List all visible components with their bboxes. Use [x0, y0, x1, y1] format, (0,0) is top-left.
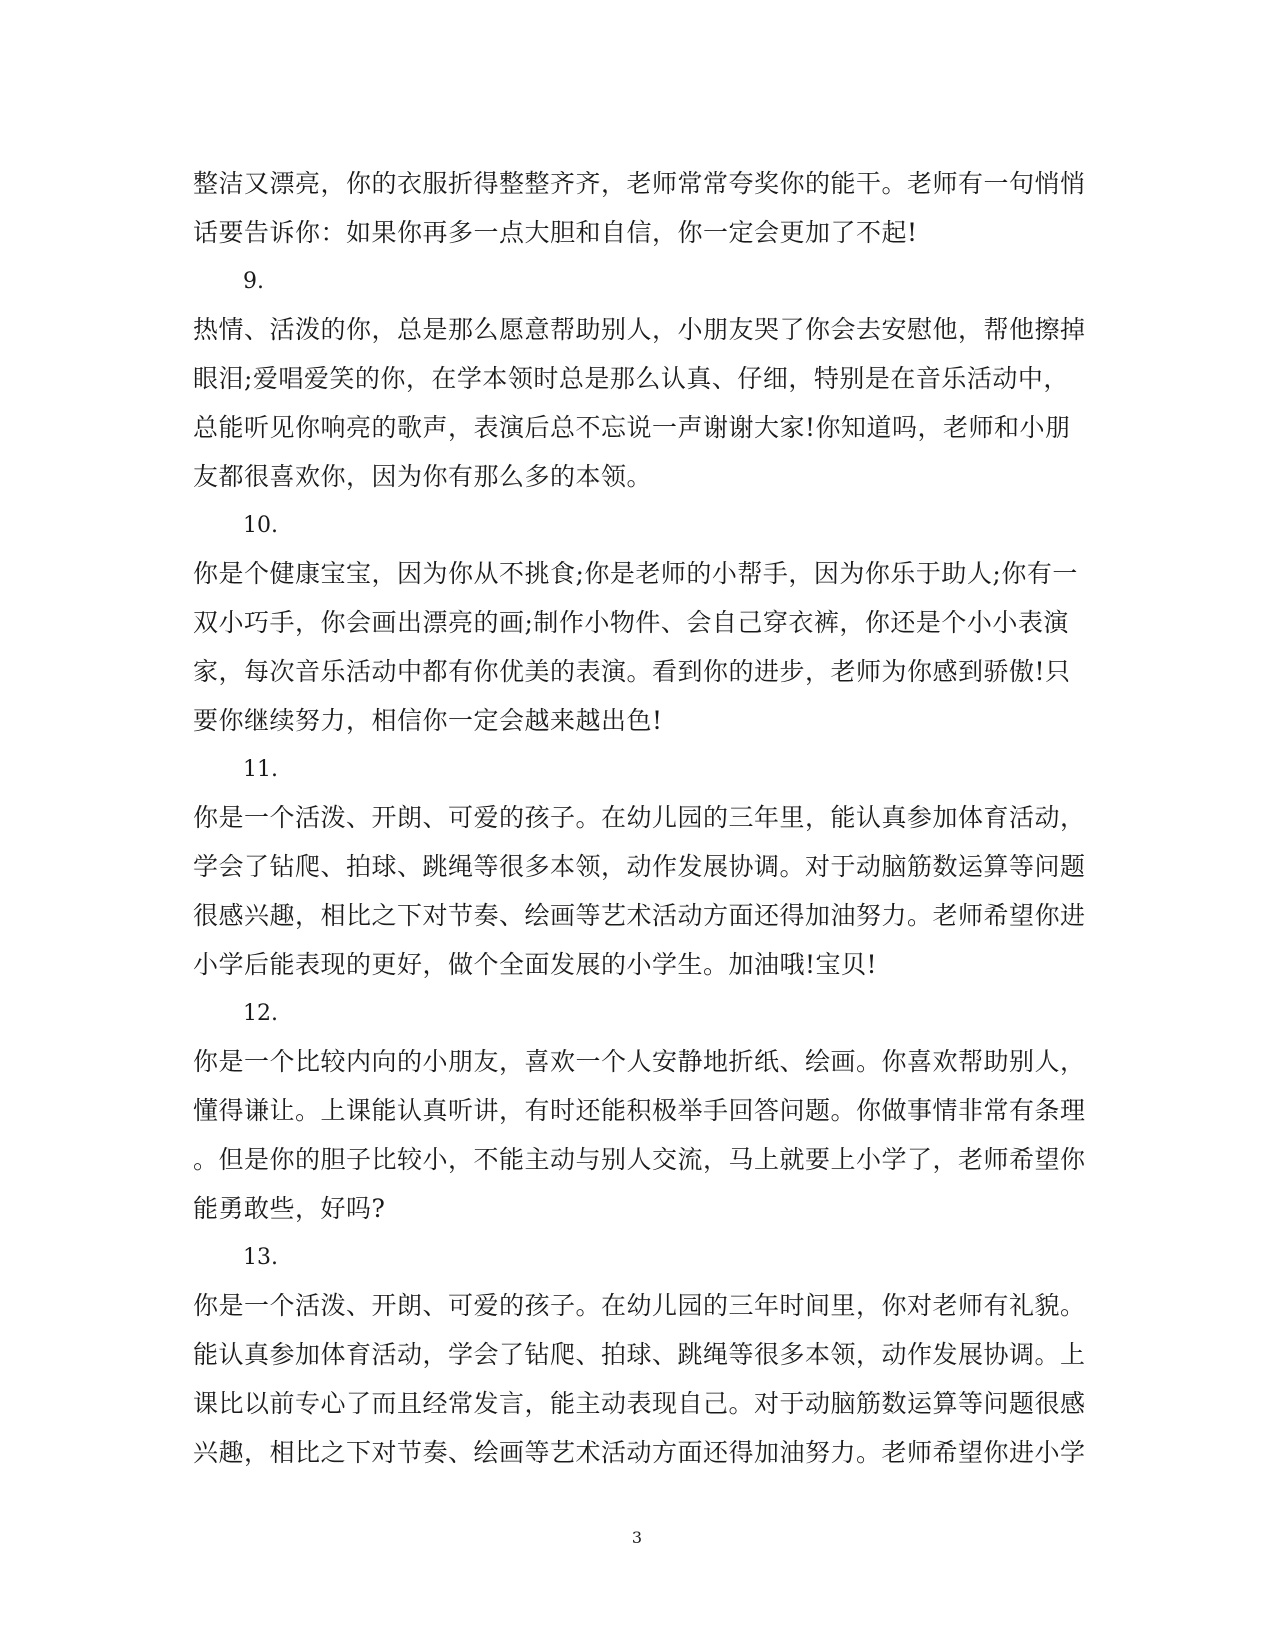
paragraph-line: 你是个健康宝宝，因为你从不挑食;你是老师的小帮手，因为你乐于助人;你有一 — [193, 559, 1078, 589]
paragraph-line: 兴趣，相比之下对节奏、绘画等艺术活动方面还得加油努力。老师希望你进小学 — [193, 1437, 1086, 1467]
paragraph-line: 热情、活泼的你，总是那么愿意帮助别人，小朋友哭了你会去安慰他，帮他擦掉 — [193, 315, 1086, 345]
paragraph-line: 家，每次音乐活动中都有你优美的表演。看到你的进步，老师为你感到骄傲!只 — [193, 656, 1071, 686]
paragraph-line: 能勇敢些，好吗? — [193, 1193, 386, 1223]
page-content — [193, 160, 1086, 1478]
paragraph-line: 小学后能表现的更好，做个全面发展的小学生。加油哦!宝贝! — [193, 949, 878, 979]
paragraph-line: 你是一个活泼、开朗、可爱的孩子。在幼儿园的三年里，能认真参加体育活动， — [193, 803, 1086, 833]
item-number: 10. — [243, 512, 278, 538]
paragraph-line: 你是一个比较内向的小朋友，喜欢一个人安静地折纸、绘画。你喜欢帮助别人， — [193, 1047, 1086, 1077]
paragraph-line: 整洁又漂亮，你的衣服折得整整齐齐，老师常常夸奖你的能干。老师有一句悄悄 — [193, 169, 1086, 198]
paragraph-line: 双小巧手，你会画出漂亮的画;制作小物件、会自己穿衣裤，你还是个小小表演 — [193, 608, 1069, 638]
paragraph-line: 。但是你的胆子比较小，不能主动与别人交流，马上就要上小学了，老师希望你 — [193, 1144, 1086, 1174]
paragraph-line: 懂得谦让。上课能认真听讲，有时还能积极举手回答问题。你做事情非常有条理 — [193, 1096, 1086, 1126]
paragraph-line: 话要告诉你：如果你再多一点大胆和自信，你一定会更加了不起! — [193, 217, 918, 247]
paragraph-line: 很感兴趣，相比之下对节奏、绘画等艺术活动方面还得加油努力。老师希望你进 — [193, 900, 1086, 930]
item-number: 12. — [243, 1000, 278, 1026]
paragraph-line: 要你继续努力，相信你一定会越来越出色! — [193, 705, 663, 735]
page-number: 3 — [631, 1528, 643, 1547]
paragraph-line: 你是一个活泼、开朗、可爱的孩子。在幼儿园的三年时间里，你对老师有礼貌。 — [193, 1291, 1086, 1321]
item-number: 9. — [243, 268, 264, 294]
item-number: 13. — [243, 1244, 278, 1270]
paragraph-line: 总能听见你响亮的歌声，表演后总不忘说一声谢谢大家!你知道吗，老师和小朋 — [193, 412, 1071, 442]
paragraph-line: 友都很喜欢你，因为你有那么多的本领。 — [193, 461, 653, 491]
paragraph-line: 能认真参加体育活动，学会了钻爬、拍球、跳绳等很多本领，动作发展协调。上 — [193, 1340, 1086, 1370]
paragraph-line: 课比以前专心了而且经常发言，能主动表现自己。对于动脑筋数运算等问题很感 — [193, 1388, 1086, 1418]
item-number: 11. — [243, 756, 278, 782]
paragraph-line: 眼泪;爱唱爱笑的你，在学本领时总是那么认真、仔细，特别是在音乐活动中， — [193, 364, 1069, 394]
paragraph-line: 学会了钻爬、拍球、跳绳等很多本领，动作发展协调。对于动脑筋数运算等问题 — [193, 852, 1086, 882]
